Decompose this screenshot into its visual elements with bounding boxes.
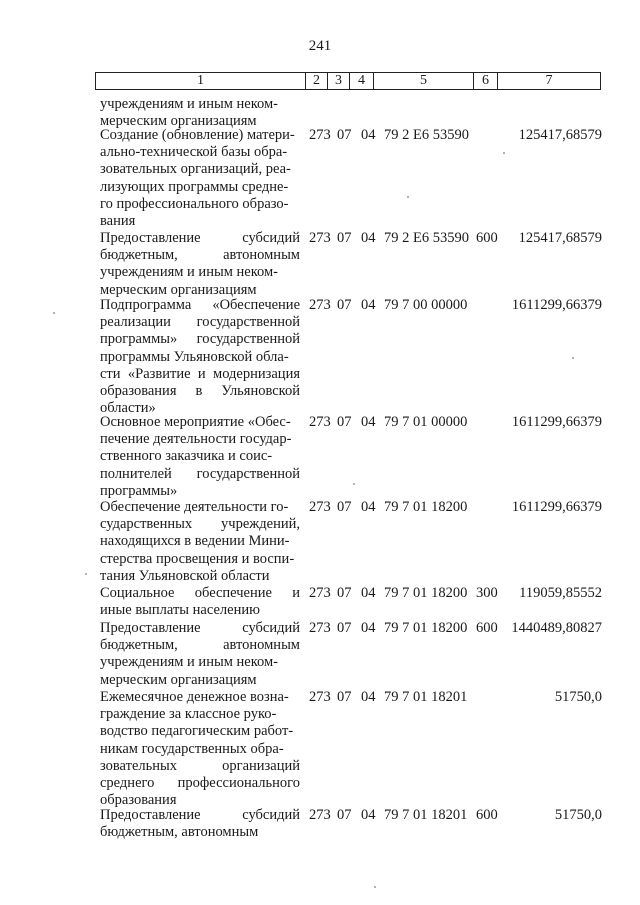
scan-speck: [53, 312, 55, 314]
target-article-code: 79 7 00 00000: [384, 297, 468, 313]
description-line: мерческим организациям: [100, 113, 257, 130]
header-col-4: 4: [350, 73, 374, 90]
grbs-code: 273: [309, 585, 331, 601]
description-line: бюджетным, автономным: [100, 824, 259, 841]
amount: 1611299,66379: [511, 499, 602, 515]
amount: 1611299,66379: [511, 414, 602, 430]
scan-speck: [503, 152, 505, 154]
description-line: программы» государственной: [100, 331, 300, 348]
scan-speck: [407, 196, 409, 198]
subsection-code: 04: [361, 807, 376, 823]
subsection-code: 04: [361, 230, 376, 246]
row-description: [100, 297, 300, 417]
description-line: сударственных учреждений,: [100, 516, 300, 533]
page-number: 241: [308, 38, 332, 54]
description-line: образования: [100, 792, 177, 809]
scan-speck: [353, 483, 355, 485]
description-line: печение деятельности государ-: [100, 431, 292, 448]
section-code: 07: [337, 807, 352, 823]
row-description: [100, 807, 300, 841]
target-article-code: 79 7 01 00000: [384, 414, 468, 430]
description-line: Предоставление субсидий: [100, 620, 300, 636]
description-line: мерческим организациям: [100, 281, 257, 298]
section-code: 07: [337, 499, 352, 515]
scan-speck: [374, 886, 376, 888]
expense-type-code: 600: [476, 230, 498, 246]
grbs-code: 273: [309, 620, 331, 636]
target-article-code: 79 7 01 18200: [384, 585, 468, 601]
description-line: области»: [100, 400, 156, 417]
expense-type-code: 600: [476, 807, 498, 823]
description-line: образования в Ульяновской: [100, 383, 300, 400]
description-line: никам государственных обра-: [100, 740, 284, 757]
header-col-5: 5: [374, 73, 474, 90]
subsection-code: 04: [361, 620, 376, 636]
description-line: вания: [100, 213, 136, 230]
expense-type-code: 300: [476, 585, 498, 601]
description-line: стерства просвещения и воспи-: [100, 550, 295, 567]
description-line: Предоставление субсидий: [100, 807, 300, 823]
scan-speck: [85, 573, 87, 575]
row-description: [100, 230, 300, 299]
row-description: [100, 585, 300, 619]
column-number-header: [95, 72, 601, 90]
target-article-code: 79 7 01 18201: [384, 689, 468, 705]
target-article-code: 79 2 Е6 53590: [384, 230, 469, 246]
target-article-code: 79 7 01 18200: [384, 620, 468, 636]
description-line: Ежемесячное денежное возна-: [100, 689, 289, 705]
header-col-1: 1: [96, 73, 306, 90]
subsection-code: 04: [361, 414, 376, 430]
section-code: 07: [337, 230, 352, 246]
amount: 1611299,66379: [511, 297, 602, 313]
description-line: мерческим организациям: [100, 671, 257, 688]
description-line: го профессионального образо-: [100, 195, 289, 212]
row-description: [100, 499, 300, 585]
description-line: учреждениям и иным неком-: [100, 96, 278, 112]
grbs-code: 273: [309, 499, 331, 515]
grbs-code: 273: [309, 807, 331, 823]
amount: 51750,0: [554, 807, 602, 823]
description-line: учреждениям и иным неком-: [100, 654, 278, 671]
amount: 1440489,80827: [511, 620, 602, 636]
section-code: 07: [337, 297, 352, 313]
description-line: сти «Развитие и модернизация: [100, 365, 300, 382]
subsection-code: 04: [361, 127, 376, 143]
description-line: Создание (обновление) матери-: [100, 127, 295, 143]
target-article-code: 79 2 Е6 53590: [384, 127, 469, 143]
subsection-code: 04: [361, 689, 376, 705]
subsection-code: 04: [361, 297, 376, 313]
row-description: [100, 127, 300, 230]
description-line: бюджетным, автономным: [100, 637, 300, 654]
target-article-code: 79 7 01 18201: [384, 807, 468, 823]
row-description: [100, 689, 300, 809]
subsection-code: 04: [361, 499, 376, 515]
row-description: [100, 620, 300, 689]
description-line: лизующих программы средне-: [100, 178, 289, 195]
expense-type-code: 600: [476, 620, 498, 636]
description-line: Социальное обеспечение и: [100, 585, 300, 601]
description-line: Подпрограмма «Обеспечение: [100, 297, 300, 313]
description-line: иные выплаты населению: [100, 602, 260, 619]
header-col-7: 7: [498, 73, 601, 90]
header-col-6: 6: [474, 73, 498, 90]
section-code: 07: [337, 127, 352, 143]
description-line: бюджетным, автономным: [100, 247, 300, 264]
description-line: тания Ульяновской области: [100, 567, 270, 584]
grbs-code: 273: [309, 230, 331, 246]
amount: 125417,68579: [518, 230, 602, 246]
description-line: Основное мероприятие «Обес-: [100, 414, 291, 430]
section-code: 07: [337, 414, 352, 430]
description-line: ственного заказчика и соис-: [100, 448, 273, 465]
description-line: граждение за классное руко-: [100, 706, 277, 723]
grbs-code: 273: [309, 414, 331, 430]
row-description: [100, 96, 300, 130]
description-line: водство педагогическим работ-: [100, 723, 294, 740]
amount: 119059,85552: [519, 585, 602, 601]
header-col-3: 3: [328, 73, 350, 90]
scan-speck: [572, 357, 574, 359]
description-line: среднего профессионального: [100, 775, 300, 792]
grbs-code: 273: [309, 297, 331, 313]
header-col-2: 2: [306, 73, 328, 90]
header-row: [96, 73, 601, 90]
subsection-code: 04: [361, 585, 376, 601]
description-line: программы»: [100, 482, 178, 499]
section-code: 07: [337, 620, 352, 636]
description-line: полнителей государственной: [100, 465, 300, 482]
row-description: [100, 414, 300, 500]
grbs-code: 273: [309, 127, 331, 143]
description-line: реализации государственной: [100, 314, 300, 331]
description-line: Предоставление субсидий: [100, 230, 300, 246]
target-article-code: 79 7 01 18200: [384, 499, 468, 515]
description-line: ально-технической базы обра-: [100, 144, 288, 161]
description-line: учреждениям и иным неком-: [100, 264, 278, 281]
description-line: Обеспечение деятельности го-: [100, 499, 289, 515]
amount: 125417,68579: [518, 127, 602, 143]
description-line: зовательных организаций: [100, 757, 300, 774]
description-line: зовательных организаций, реа-: [100, 161, 291, 178]
grbs-code: 273: [309, 689, 331, 705]
amount: 51750,0: [554, 689, 602, 705]
description-line: находящихся в ведении Мини-: [100, 533, 290, 550]
section-code: 07: [337, 585, 352, 601]
description-line: программы Ульяновской обла-: [100, 348, 289, 365]
section-code: 07: [337, 689, 352, 705]
